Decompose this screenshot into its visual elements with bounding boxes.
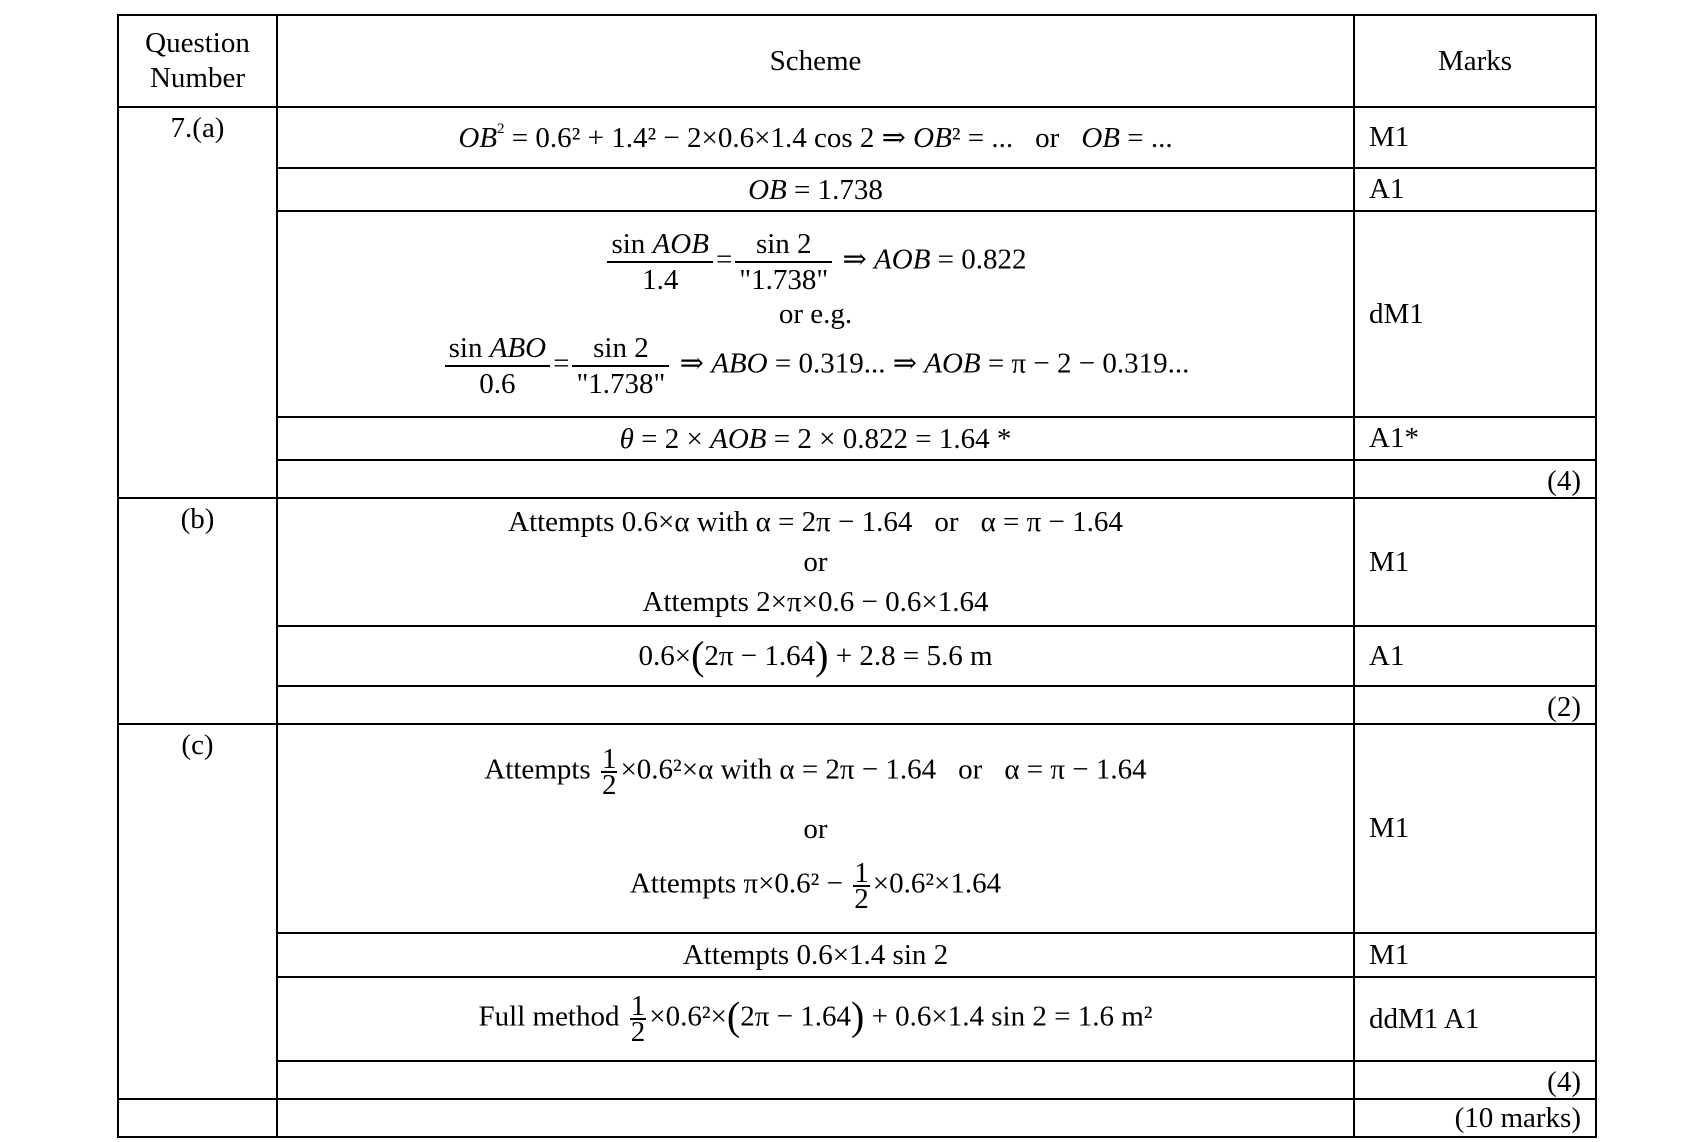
part-c-total: (4) — [1354, 1061, 1596, 1099]
part-b-total-row — [118, 686, 1596, 724]
part-a-total-row — [118, 460, 1596, 498]
part-b-row-1 — [118, 498, 1596, 626]
header-row — [118, 15, 1596, 107]
fraction-sin-2: $\frac{\sin 2}{"1.738"}$ — [735, 227, 832, 297]
part-b-mark-1: M1 — [1354, 498, 1596, 626]
part-c-empty — [277, 1061, 1354, 1099]
fraction-sin-abo: $\frac{\text{sin ABO}}{0.6}$ — [445, 331, 550, 401]
fraction-sin-aob: $\frac{\text{sin AOB}}{1.4}$ — [607, 227, 712, 297]
part-a-row-4 — [118, 417, 1596, 460]
grand-total: (10 marks) — [1354, 1099, 1596, 1137]
fraction-half-c: $\frac{1}{2}$ — [630, 990, 646, 1048]
part-c-mark-3: ddM1 A1 — [1354, 977, 1596, 1061]
scheme-header: Scheme — [277, 15, 1354, 107]
part-b-empty — [277, 686, 1354, 724]
part-b-scheme-1: Attempts 0.6×α with α = 2π − 1.64 or α = π − 1.64 or Attempts 2×π×0.6 − 0.6×1.64 — [277, 498, 1354, 626]
part-c-row-2 — [118, 933, 1596, 977]
part-c-row-1 — [118, 724, 1596, 933]
part-a-row-3 — [118, 211, 1596, 417]
part-b-mark-2: A1 — [1354, 626, 1596, 686]
part-c-scheme-3: Full method $\frac{1}{2}$ ×0.6²×(2π − 1.64) + 0.6×1.4 sin 2 = 1.6 m² — [277, 977, 1354, 1061]
part-a-mark-4: A1* — [1354, 417, 1596, 460]
grand-total-row — [118, 1099, 1596, 1137]
fraction-half: $\frac{1}{2}$ — [601, 742, 617, 801]
part-a-mark-1: M1 — [1354, 107, 1596, 168]
part-b-total: (2) — [1354, 686, 1596, 724]
part-b-label: (b) — [118, 498, 277, 724]
part-a-row-1 — [118, 107, 1596, 168]
part-a-scheme-2: OB = 1.738 — [277, 168, 1354, 211]
grand-total-empty-1 — [118, 1099, 277, 1137]
part-c-row-3 — [118, 977, 1596, 1061]
part-c-label: (c) — [118, 724, 277, 1099]
part-a-scheme-3: $\frac{\text{sin AOB}}{1.4}$ = $\frac{\sin 2}{"1.738"}$ ⇒ AOB = 0.822 or e.g. $\frac{\text{sin ABO}}{0.6}$ = $\frac{\sin 2}{"1.738"}$ ⇒ ABO = 0.319... ⇒ AOB = π − 2 − 0.319... — [277, 211, 1354, 417]
marks-header: Marks — [1354, 15, 1596, 107]
part-a-total: (4) — [1354, 460, 1596, 498]
part-b-scheme-2: 0.6×(2π − 1.64) + 2.8 = 5.6 m — [277, 626, 1354, 686]
part-a-mark-2: A1 — [1354, 168, 1596, 211]
part-c-total-row — [118, 1061, 1596, 1099]
part-a-scheme-4: θ = 2 × AOB = 2 × 0.822 = 1.64 * — [277, 417, 1354, 460]
fraction-sin-2-b: $\frac{\sin 2}{"1.738"}$ — [572, 331, 669, 401]
mark-scheme-table — [117, 14, 1597, 1138]
part-a-scheme-1: $OB^2 = 0.6^2 + 1.4^2 - 2\times 0.6\times 1.4$ cos 2 ⇒ OB² = ... or OB = ... — [277, 107, 1354, 168]
part-a-mark-3: dM1 — [1354, 211, 1596, 417]
part-c-scheme-1: Attempts $\frac{1}{2}$ ×0.6²×α with α = 2π − 1.64 or α = π − 1.64 or Attempts π×0.6² − $\frac{1}{2}$ ×0.6²×1.64 — [277, 724, 1354, 933]
part-c-mark-2: M1 — [1354, 933, 1596, 977]
part-a-empty — [277, 460, 1354, 498]
part-b-row-2 — [118, 626, 1596, 686]
fraction-half-b: $\frac{1}{2}$ — [854, 856, 869, 915]
part-a-label: 7.(a) — [118, 107, 277, 498]
part-a-row-2 — [118, 168, 1596, 211]
grand-total-empty-2 — [277, 1099, 1354, 1137]
part-c-scheme-2: Attempts 0.6×1.4 sin 2 — [277, 933, 1354, 977]
question-number-header: Question Number — [118, 15, 277, 107]
part-c-mark-1: M1 — [1354, 724, 1596, 933]
